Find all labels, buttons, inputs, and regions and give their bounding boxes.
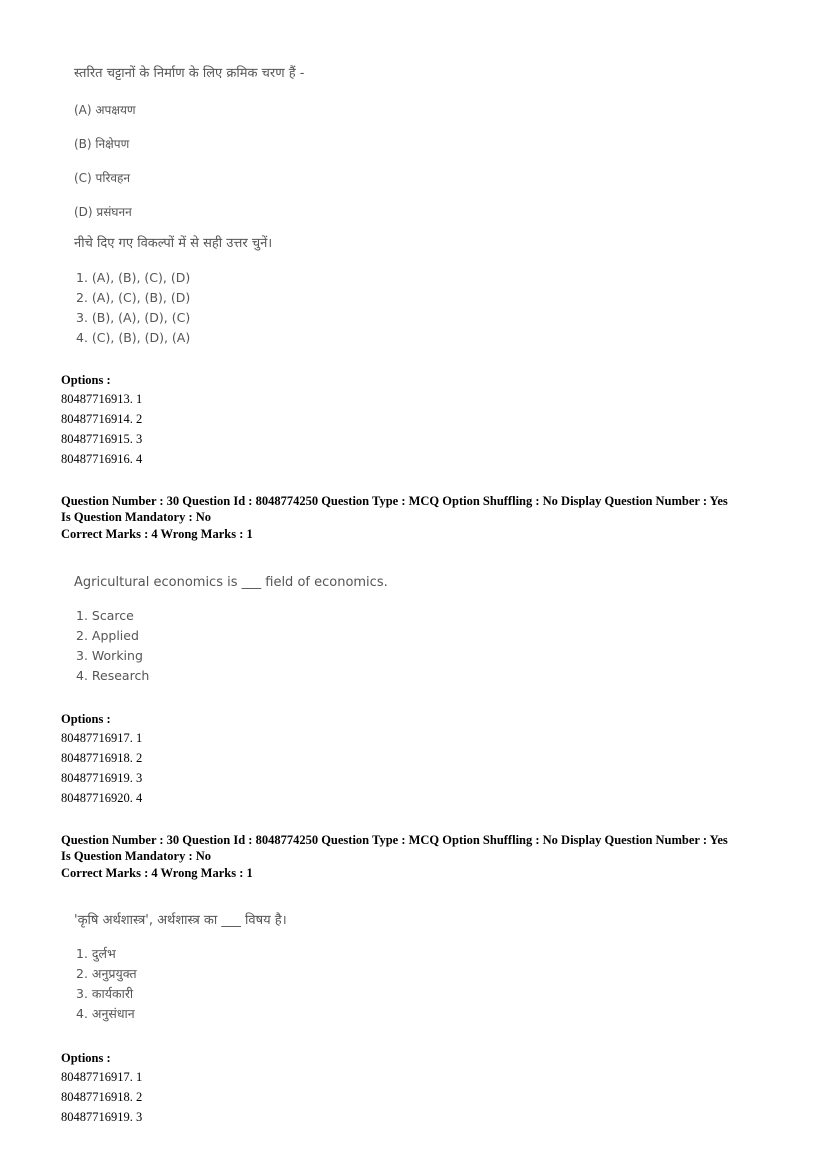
statement-a: (A) अपक्षयण — [74, 103, 136, 117]
choice-1: 1. दुर्लभ — [76, 946, 116, 961]
question-meta-line2: Is Question Mandatory : No — [61, 510, 212, 524]
instruction-text: नीचे दिए गए विकल्पों में से सही उत्तर चुनें। — [74, 236, 273, 251]
option-id-1: 80487716917. 1 — [61, 731, 143, 745]
choice-4: 4. (C), (B), (D), (A) — [76, 330, 191, 345]
question-stem: Agricultural economics is ___ field of economics. — [74, 575, 388, 590]
option-id-3: 80487716915. 3 — [61, 432, 143, 446]
option-id-2: 80487716914. 2 — [61, 412, 143, 426]
option-id-3: 80487716919. 3 — [61, 771, 143, 785]
choice-2: 2. अनुप्रयुक्त — [76, 966, 137, 981]
option-id-2: 80487716918. 2 — [61, 751, 143, 765]
question-meta-line2: Is Question Mandatory : No — [61, 849, 212, 863]
option-id-4: 80487716920. 4 — [61, 791, 143, 805]
question-stem: स्तरित चट्टानों के निर्माण के लिए क्रमिक चरण हैं - — [74, 66, 305, 81]
options-label: Options : — [61, 1051, 111, 1065]
choice-4: 4. अनुसंधान — [76, 1006, 135, 1021]
choice-2: 2. Applied — [76, 628, 139, 643]
statement-b: (B) निक्षेपण — [74, 137, 130, 151]
question-marks: Correct Marks : 4 Wrong Marks : 1 — [61, 527, 253, 541]
choice-4: 4. Research — [76, 668, 150, 683]
options-label: Options : — [61, 712, 111, 726]
choice-3: 3. (B), (A), (D), (C) — [76, 310, 191, 325]
options-label: Options : — [61, 373, 111, 387]
choice-1: 1. Scarce — [76, 608, 134, 623]
statement-d: (D) प्रसंघनन — [74, 205, 132, 219]
statement-c: (C) परिवहन — [74, 171, 131, 185]
option-id-3: 80487716919. 3 — [61, 1110, 143, 1124]
choice-2: 2. (A), (C), (B), (D) — [76, 290, 191, 305]
question-marks: Correct Marks : 4 Wrong Marks : 1 — [61, 866, 253, 880]
option-id-1: 80487716913. 1 — [61, 392, 143, 406]
question-meta-line1: Question Number : 30 Question Id : 8048774250 Question Type : MCQ Option Shuffling : No Display Question Number : Yes — [61, 494, 728, 508]
choice-3: 3. कार्यकारी — [76, 986, 134, 1001]
choice-1: 1. (A), (B), (C), (D) — [76, 270, 191, 285]
question-meta-line1: Question Number : 30 Question Id : 8048774250 Question Type : MCQ Option Shuffling : No Display Question Number : Yes — [61, 833, 728, 847]
question-stem: 'कृषि अर्थशास्त्र', अर्थशास्त्र का ___ विषय है। — [74, 913, 287, 928]
option-id-2: 80487716918. 2 — [61, 1090, 143, 1104]
option-id-4: 80487716916. 4 — [61, 452, 143, 466]
choice-3: 3. Working — [76, 648, 143, 663]
option-id-1: 80487716917. 1 — [61, 1070, 143, 1084]
